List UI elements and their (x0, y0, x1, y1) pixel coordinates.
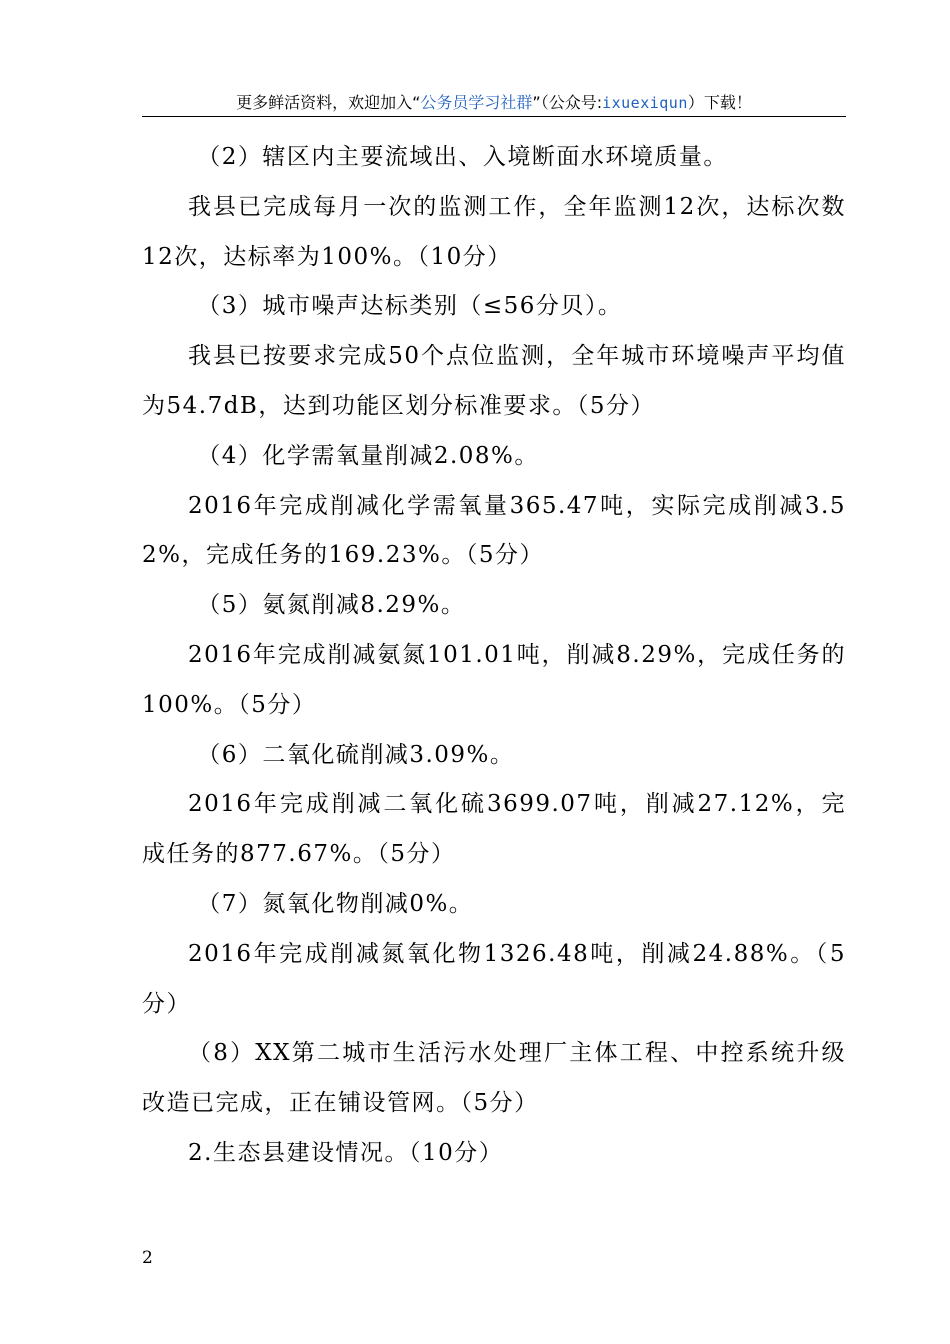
header-account: ixuexiqun (602, 94, 688, 112)
section-heading-2: 2.生态县建设情况。（10分） (188, 1139, 504, 1166)
item-text-2: 我县已完成每月一次的监测工作，全年监测12次，达标次数12次，达标率为100%。（10分） (142, 193, 846, 270)
item-text-7: 2016年完成削减氮氧化物1326.48吨，削减24.88%。（5分） (142, 940, 846, 1017)
item-text-3: 我县已按要求完成50个点位监测，全年城市环境噪声平均值为54.7dB，达到功能区划分标准要求。（5分） (142, 343, 846, 419)
item-heading-7: （7）氮氧化物削减0%。 (197, 890, 474, 917)
page-header (142, 90, 846, 117)
item-heading-4: （4）化学需氧量削减2.08%。 (197, 442, 539, 469)
item-text-4: 2016年完成削减化学需氧量365.47吨，实际完成削减3.52%，完成任务的169.23%。（5分） (142, 492, 846, 569)
document-body (142, 133, 846, 1179)
item-text-6: 2016年完成削减二氧化硫3699.07吨，削减27.12%，完成任务的877.67%。（5分） (142, 791, 846, 868)
item-heading-5: （5）氨氮削减8.29%。 (197, 592, 466, 619)
header-prefix: 更多鲜活资料，欢迎加入“ (236, 93, 421, 112)
item-text-8: （8）XX第二城市生活污水处理厂主体工程、中控系统升级改造已完成，正在铺设管网。（5分） (142, 1040, 846, 1117)
item-heading-3: （3）城市噪声达标类别（≤56分贝）。 (197, 293, 623, 320)
item-heading-2: （2）辖区内主要流域出、入境断面水环境质量。 (197, 144, 728, 170)
header-suffix: ）下载！ (687, 93, 752, 112)
item-heading-6: （6）二氧化硫削减3.09%。 (197, 741, 515, 768)
header-group-name: 公务员学习社群 (420, 93, 533, 112)
page-number: 2 (142, 1248, 153, 1268)
header-middle: ”（公众号: (532, 93, 603, 112)
item-text-5: 2016年完成削减氨氮101.01吨，削减8.29%，完成任务的100%。（5分） (142, 641, 846, 718)
